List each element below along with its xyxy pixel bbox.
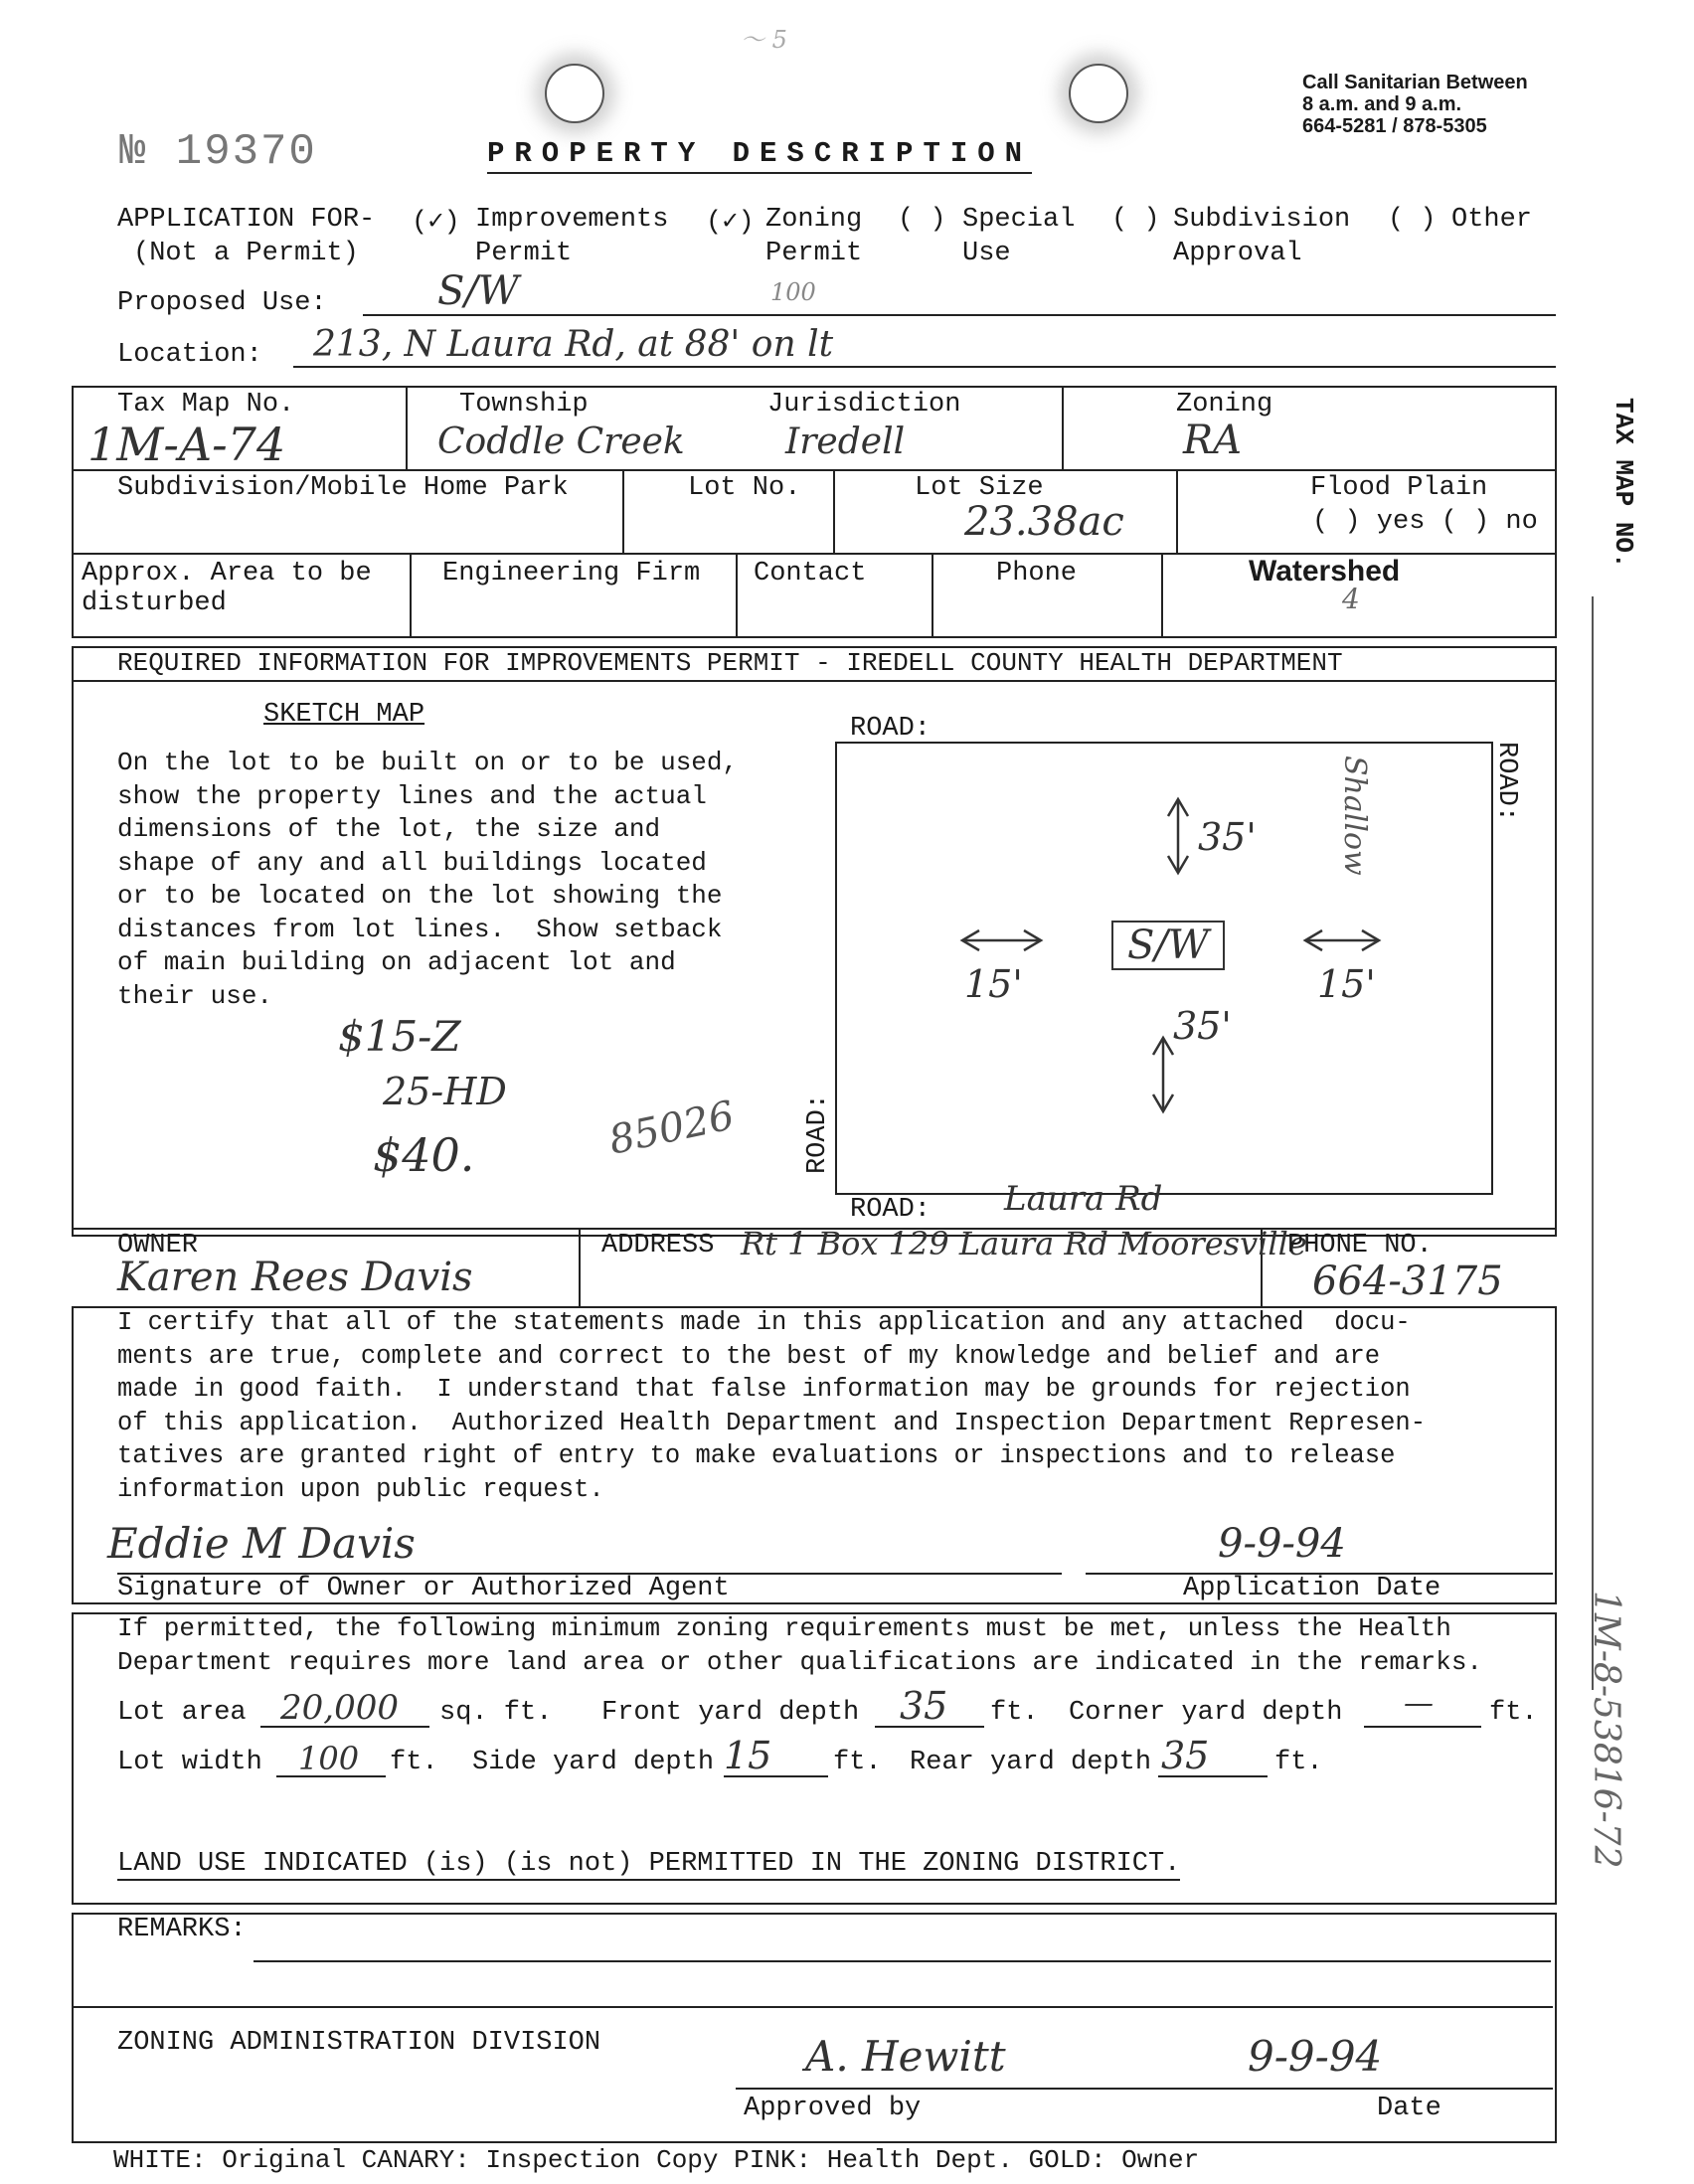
- subdivision-label: Subdivision/Mobile Home Park: [117, 473, 569, 503]
- remarks-label: REMARKS:: [117, 1915, 247, 1944]
- application-date-value[interactable]: 9-9-94: [1218, 1521, 1346, 1567]
- grid-row-line-1: [72, 469, 1555, 471]
- punch-hole-left: [545, 64, 604, 123]
- fee-line-2: 25-HD: [383, 1070, 507, 1113]
- option-zoning-mark[interactable]: (✓): [706, 208, 755, 238]
- owner-signature[interactable]: Eddie M Davis: [107, 1519, 416, 1568]
- signature-label: Signature of Owner or Authorized Agent: [117, 1574, 730, 1603]
- watershed-value[interactable]: 4: [1342, 583, 1360, 615]
- jurisdiction-value[interactable]: Iredell: [785, 421, 906, 462]
- front-yard-label: Front yard depth: [601, 1698, 860, 1728]
- receipt-number: 85026: [604, 1092, 739, 1164]
- approved-date-label: Date: [1377, 2094, 1441, 2123]
- township-value[interactable]: Coddle Creek: [437, 421, 685, 462]
- remarks-line-1: [254, 1960, 1551, 1962]
- rear-yard-label: Rear yard depth: [910, 1748, 1152, 1777]
- watershed-label: Watershed: [1249, 555, 1401, 588]
- form-number: № 19370: [119, 127, 317, 177]
- call-line-3: 664-5281 / 878-5305: [1302, 115, 1487, 137]
- address-label: ADDRESS: [601, 1231, 715, 1260]
- road-top-label: ROAD:: [850, 714, 932, 744]
- zoning-division-label: ZONING ADMINISTRATION DIVISION: [117, 2028, 601, 2058]
- road-left-label: ROAD:: [803, 1093, 833, 1175]
- option-subdivision-mark[interactable]: ( ): [1111, 205, 1160, 235]
- lot-area-value[interactable]: 20,000: [280, 1688, 399, 1728]
- sanitarian-call-info: [1302, 72, 1528, 137]
- option-special-label: Special: [962, 205, 1076, 235]
- option-special-mark[interactable]: ( ): [898, 205, 946, 235]
- side-yard-label: Side yard depth: [472, 1748, 715, 1777]
- jurisdiction-label: Jurisdiction: [767, 390, 961, 420]
- grid-col-6: [410, 553, 412, 636]
- fee-line-1: $15-Z: [338, 1012, 461, 1061]
- approval-line: [736, 2088, 1553, 2090]
- form-title: PROPERTY DESCRIPTION: [487, 137, 1032, 170]
- flood-plain-options[interactable]: ( ) yes ( ) no: [1312, 507, 1538, 537]
- proposed-use-note: 100: [770, 278, 816, 306]
- handwritten-vertical-number: 1M-8-53816-72: [1586, 1591, 1626, 1869]
- side-yard-ft: ft.: [833, 1748, 882, 1777]
- road-right-label: ROAD:: [1491, 742, 1521, 823]
- call-line-2: 8 a.m. and 9 a.m.: [1302, 93, 1462, 115]
- option-other-mark[interactable]: ( ): [1388, 205, 1437, 235]
- corner-yard-ft: ft.: [1489, 1698, 1538, 1728]
- option-subdivision-label: Subdivision: [1173, 205, 1351, 235]
- grid-col-2: [1062, 386, 1064, 469]
- grid-col-3: [622, 469, 624, 553]
- sketch-building: S/W: [1111, 921, 1225, 970]
- option-improvements-label: Improvements: [475, 205, 669, 235]
- area-label-2: disturbed: [82, 588, 227, 618]
- owner-col-1: [579, 1228, 581, 1307]
- grid-col-8: [932, 553, 933, 636]
- lot-area-label: Lot area: [117, 1698, 247, 1728]
- flood-plain-label: Flood Plain: [1310, 473, 1488, 503]
- grid-col-7: [736, 553, 738, 636]
- approved-by-signature[interactable]: A. Hewitt: [805, 2032, 1006, 2081]
- land-use-statement: LAND USE INDICATED (is) (is not) PERMITTED IN THE ZONING DISTRICT.: [117, 1849, 1181, 1879]
- zoning-value[interactable]: RA: [1183, 418, 1243, 463]
- lot-no-label: Lot No.: [688, 473, 801, 503]
- corner-yard-line: [1364, 1726, 1481, 1728]
- lot-width-value[interactable]: 100: [298, 1740, 360, 1777]
- location-line: [293, 366, 1556, 368]
- grid-col-5: [1176, 469, 1178, 553]
- sketch-instructions: On the lot to be built on or to be used, show the property lines and the actual dimensions of the lot, the size and shape of any and all buildings located or to be located on the lot showing the distances from lot lines. Show setback of main building on adjacent lot and their use.: [117, 748, 739, 1011]
- township-label: Township: [459, 390, 589, 420]
- road-bottom-value: Laura Rd: [1004, 1179, 1163, 1219]
- zoning-label: Zoning: [1176, 390, 1273, 420]
- road-bottom-label: ROAD:: [850, 1195, 932, 1225]
- application-label-1: APPLICATION FOR-: [117, 205, 376, 235]
- option-improvements-label-2: Permit: [475, 239, 573, 268]
- proposed-use-value[interactable]: S/W: [437, 268, 519, 314]
- location-label: Location:: [117, 340, 262, 370]
- sketch-dim-bottom: 35': [1173, 1004, 1232, 1048]
- option-zoning-label-2: Permit: [765, 239, 863, 268]
- rear-yard-value[interactable]: 35: [1161, 1734, 1210, 1777]
- sketch-dim-left: 15': [964, 962, 1023, 1006]
- tax-map-value[interactable]: 1M-A-74: [87, 418, 286, 471]
- improvements-heading-line: [72, 680, 1555, 682]
- option-other-label: Other: [1451, 205, 1533, 235]
- engineering-label: Engineering Firm: [442, 559, 701, 588]
- option-improvements-mark[interactable]: (✓): [412, 208, 460, 238]
- corner-yard-label: Corner yard depth: [1069, 1698, 1343, 1728]
- phone-label: Phone: [996, 559, 1078, 588]
- application-label-2: (Not a Permit): [133, 239, 359, 268]
- option-special-label-2: Use: [962, 239, 1011, 268]
- tax-map-vertical-line: [1592, 596, 1594, 1690]
- lot-width-label: Lot width: [117, 1748, 262, 1777]
- certification-text: I certify that all of the statements made in this application and any attached docu- ments are true, complete and correct to the best of my knowledge and belief and are made in good faith. I understand that false information may be grounds for rejection of this application. Authorized Health Department and Inspection Department Represen- tatives are granted right of entry to make evaluations or inspections and to release information upon public request.: [117, 1308, 1427, 1504]
- option-zoning-label: Zoning: [765, 205, 863, 235]
- contact-label: Contact: [754, 559, 867, 588]
- front-yard-ft: ft.: [990, 1698, 1039, 1728]
- grid-col-9: [1161, 553, 1163, 636]
- sketch-map-title: SKETCH MAP: [263, 700, 425, 730]
- punch-hole-right: [1069, 64, 1128, 123]
- sketch-dim-right: 15': [1317, 962, 1376, 1006]
- phone-no-value[interactable]: 664-3175: [1312, 1259, 1503, 1304]
- rear-yard-ft: ft.: [1274, 1748, 1323, 1777]
- improvements-heading: REQUIRED INFORMATION FOR IMPROVEMENTS PERMIT - IREDELL COUNTY HEALTH DEPARTMENT: [117, 648, 1343, 678]
- address-value[interactable]: Rt 1 Box 129 Laura Rd Mooresville: [741, 1225, 1307, 1262]
- fee-line-3: $40.: [373, 1128, 475, 1182]
- corner-yard-value[interactable]: —: [1404, 1686, 1434, 1721]
- sketch-side-note: Shallow: [1337, 756, 1372, 876]
- lot-width-ft: ft.: [390, 1748, 438, 1777]
- call-line-1: Call Sanitarian Between: [1302, 72, 1528, 93]
- tax-map-vertical-label: TAX MAP NO.: [1609, 398, 1638, 569]
- approved-date-value[interactable]: 9-9-94: [1248, 2032, 1383, 2081]
- grid-col-4: [833, 469, 835, 553]
- area-label-1: Approx. Area to be: [82, 559, 372, 588]
- front-yard-value[interactable]: 35: [900, 1684, 948, 1728]
- owner-label: OWNER: [117, 1231, 199, 1260]
- copy-distribution: WHITE: Original CANARY: Inspection Copy PINK: Health Dept. GOLD: Owner: [113, 2145, 1200, 2175]
- location-value[interactable]: 213, N Laura Rd, at 88' on lt: [313, 324, 834, 365]
- grid-col-1: [406, 386, 408, 469]
- option-subdivision-label-2: Approval: [1173, 239, 1302, 268]
- approved-by-label: Approved by: [744, 2094, 922, 2123]
- sqft-label: sq. ft.: [439, 1698, 553, 1728]
- lot-size-label: Lot Size: [915, 473, 1044, 503]
- top-scribble: ～ 5: [741, 26, 787, 54]
- zoning-intro: If permitted, the following minimum zoning requirements must be met, unless the Health Department requires more land area or other qualifications are indicated in the remarks.: [117, 1613, 1483, 1677]
- owner-value[interactable]: Karen Rees Davis: [117, 1255, 473, 1300]
- lot-size-value[interactable]: 23.38ac: [964, 499, 1124, 545]
- sketch-arrows: [835, 742, 1489, 1191]
- tax-map-label: Tax Map No.: [117, 390, 295, 420]
- remarks-line-2: [72, 2006, 1553, 2008]
- side-yard-value[interactable]: 15: [724, 1734, 772, 1777]
- proposed-use-label: Proposed Use:: [117, 288, 327, 318]
- proposed-use-line: [363, 314, 1556, 316]
- application-date-label: Application Date: [1183, 1574, 1441, 1603]
- sketch-dim-top: 35': [1198, 815, 1257, 859]
- phone-no-label: PHONE NO.: [1287, 1231, 1433, 1260]
